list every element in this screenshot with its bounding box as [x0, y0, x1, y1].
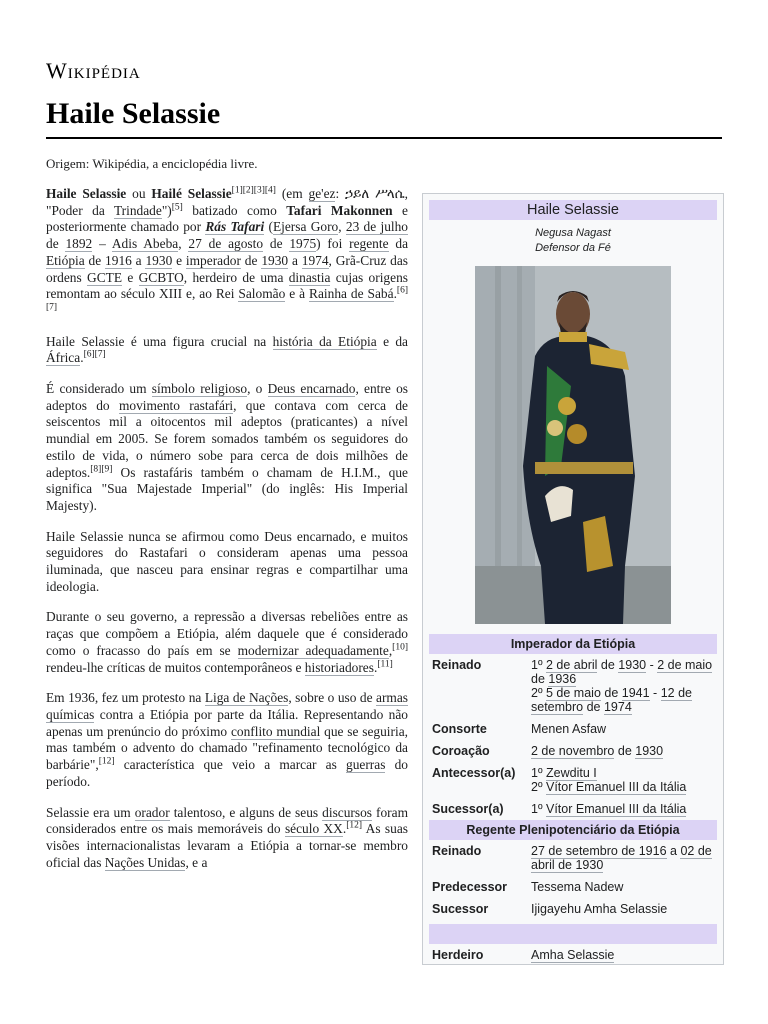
reference-link[interactable]: [1][2][3][4]	[231, 185, 276, 196]
link-date[interactable]: 5 de maio	[546, 686, 601, 700]
link-date[interactable]: 27 de setembro de 1916	[531, 844, 667, 858]
reference-link[interactable]: [12]	[98, 756, 115, 767]
link-league-of-nations[interactable]: Liga de Nações	[204, 690, 289, 706]
text: a	[131, 252, 146, 268]
link-ejersa-goro[interactable]: Ejersa Goro	[272, 219, 339, 235]
section-regent: Regente Plenipotenciário da Etiópia	[429, 820, 717, 840]
text: de	[614, 744, 636, 758]
text: 1º	[531, 802, 546, 816]
text: .	[80, 350, 84, 366]
row-value	[531, 948, 717, 962]
predecessor-line	[531, 766, 717, 780]
link-date[interactable]: 12 de setembro	[531, 686, 692, 714]
infobox	[422, 193, 724, 965]
text: foram considerados entre os mais memoráveis do	[46, 804, 409, 837]
text: de	[46, 236, 66, 252]
link-victor-emmanuel[interactable]: Vítor Emanuel III da Itália	[546, 780, 687, 794]
bold-name: Hailé Selassie	[151, 186, 232, 201]
row-label: Reinado	[432, 658, 482, 672]
medal	[547, 420, 563, 436]
paragraph-2	[46, 334, 408, 367]
text: ou	[126, 186, 152, 201]
row-predecessor	[429, 762, 717, 798]
text: Os rastafáris também o chamam de H.I.M., que significa "Sua Majestade Imperial" (do inglês: His Imperial Majesty).	[46, 464, 408, 513]
subtitle-line: Defensor da Fé	[535, 242, 611, 254]
text: ,	[178, 236, 189, 252]
link-geez[interactable]: ge'ez	[308, 186, 336, 201]
text: de	[600, 686, 622, 700]
text: do período.	[46, 757, 408, 789]
link-date[interactable]: 02 de abril de 1930	[531, 844, 712, 872]
row-label: Herdeiro	[432, 948, 484, 962]
row-label: Sucessor	[432, 902, 489, 916]
text: característica que veio a marcar as	[114, 757, 346, 773]
text: e à	[285, 286, 310, 302]
row-value	[531, 880, 717, 894]
link-speeches[interactable]: discursos	[322, 804, 372, 820]
text: (em	[275, 186, 309, 201]
text: cujas origens remontam ao século XIII e, ao Rei	[46, 269, 408, 302]
text: de	[597, 658, 619, 672]
row-value	[531, 802, 717, 816]
link-gcte[interactable]: GCTE	[87, 269, 122, 285]
infobox-subtitle	[423, 226, 723, 256]
link-religious-symbol[interactable]: símbolo religioso	[151, 381, 248, 397]
portrait-illustration	[475, 266, 671, 624]
text: , sobre o uso de	[288, 690, 377, 706]
text: 2º	[531, 780, 546, 794]
link-adis-abeba[interactable]: Adis Abeba	[111, 236, 179, 252]
link-world-conflict[interactable]: conflito mundial	[230, 723, 321, 739]
text: a	[288, 252, 302, 268]
link-regent[interactable]: regente	[349, 236, 389, 252]
row-label: Antecessor(a)	[432, 766, 516, 780]
reference-link[interactable]: [10]	[392, 642, 408, 653]
link-history-ethiopia[interactable]: história da Etiópia	[272, 333, 377, 349]
title-divider	[46, 137, 722, 139]
link-emperor[interactable]: imperador	[185, 252, 241, 268]
text: , herdeiro de uma	[183, 269, 289, 285]
link-chemical-weapons[interactable]: armas químicas	[46, 690, 409, 722]
portrait-photo[interactable]	[475, 266, 671, 624]
link-year[interactable]: 1930	[618, 658, 647, 672]
paragraph-6	[46, 690, 408, 790]
paragraph-3	[46, 381, 408, 515]
medal	[558, 397, 576, 415]
row-consort	[429, 718, 717, 740]
text: (	[264, 219, 273, 235]
reference-link[interactable]: [11]	[377, 659, 393, 670]
text: Haile Selassie é uma figura crucial na	[46, 333, 273, 349]
text: É considerado um	[46, 381, 152, 397]
row-predecessor-regent	[429, 876, 717, 898]
text: Haile Selassie nunca se afirmou como Deus encarnado, e muitos seguidores do Rastafari o consideram apenas uma pessoa iluminada, que nasceu para ensinar regras e compartilhar uma ideologia.	[46, 528, 408, 594]
link-united-nations[interactable]: Nações Unidas	[104, 854, 186, 870]
text: Em 1936, fez um protesto na	[46, 690, 205, 706]
paragraph-7	[46, 805, 408, 872]
text: , Grã-Cruz das ordens	[46, 252, 408, 285]
section-emperor: Imperador da Etiópia	[429, 634, 717, 654]
paragraph-4	[46, 529, 408, 596]
text: .	[342, 821, 347, 837]
section-empty	[429, 924, 717, 944]
link-historians[interactable]: historiadores	[304, 659, 374, 675]
text: de	[84, 252, 106, 268]
row-reign	[429, 654, 717, 718]
link-year[interactable]: 1930	[261, 252, 289, 268]
text: e posteriormente chamado por	[46, 202, 408, 235]
text: que se seguiria, mas também o advento do chamado "refinamento tecnológico da barbárie",	[46, 723, 408, 773]
row-label: Consorte	[432, 722, 487, 736]
link-victor-emmanuel[interactable]: Vítor Emanuel III da Itália	[546, 802, 687, 816]
link-year[interactable]: 1975	[289, 236, 317, 252]
link-year[interactable]: 1941	[621, 686, 650, 700]
link-year[interactable]: 1930	[145, 252, 173, 268]
text: .	[373, 659, 378, 675]
text: -	[646, 658, 658, 672]
text: Durante o seu governo, a repressão a diversas rebeliões entre as raças que compõem a Etiópia, além daquele que é considerado como o fracasso do país em se	[46, 609, 408, 658]
predecessor-line	[531, 780, 717, 794]
paragraph-5	[46, 609, 408, 676]
text: , que contava com cerca de seiscentos mil a oitocentos mil adeptos (praticantes) a nível mundial em 2005. Se forem somados também os seguidores do estilo de vida, o número sobe para cerca de dois milhões de adeptos.	[46, 397, 408, 480]
text: de	[531, 672, 549, 686]
medal	[567, 424, 587, 444]
link-date[interactable]: 2 de maio	[657, 658, 713, 672]
wikipedia-logo[interactable]: Wikipédia	[46, 58, 141, 83]
link-zewditu[interactable]: Zewditu I	[546, 766, 597, 780]
reference-link[interactable]: [5]	[171, 202, 183, 213]
text: de	[583, 700, 604, 714]
infobox-title: Haile Selassie	[429, 200, 717, 220]
reference-link[interactable]: [12]	[346, 820, 363, 831]
link-date[interactable]: 2 de novembro	[531, 744, 615, 758]
row-reign-regent	[429, 840, 717, 876]
text: Ijigayehu Amha Selassie	[531, 902, 668, 916]
row-successor	[429, 798, 717, 820]
text: Selassie era um	[46, 804, 135, 820]
belt	[535, 462, 633, 474]
link-year[interactable]: 1936	[548, 672, 577, 686]
text: Tessema Nadew	[531, 880, 624, 894]
link-ethiopia[interactable]: Etiópia	[46, 252, 85, 268]
text: e	[172, 252, 186, 268]
text: 1º	[531, 658, 546, 672]
row-value	[531, 658, 717, 714]
row-value	[531, 744, 717, 758]
row-value	[531, 844, 717, 872]
text: ,	[388, 642, 393, 658]
text: : ኃይለ ሥላሴ, "Poder da	[46, 186, 408, 218]
text: contra a Etiópia por parte da Itália. Representando não apenas um prenúncio do próximo	[46, 706, 408, 739]
link-africa[interactable]: África	[46, 350, 81, 366]
text: , o	[247, 381, 268, 397]
text: , e a	[185, 854, 208, 870]
text: e da	[376, 333, 408, 349]
row-successor-regent	[429, 898, 717, 920]
text: de	[263, 236, 290, 252]
link-date[interactable]: 27 de agosto	[188, 236, 264, 252]
text: ")	[161, 202, 172, 218]
text: .	[393, 286, 397, 302]
link-20th-century[interactable]: século XX	[284, 821, 343, 837]
link-amha-selassie[interactable]: Amha Selassie	[531, 948, 615, 962]
reign-line-1	[531, 658, 717, 686]
link-year[interactable]: 1974	[301, 252, 329, 268]
article-body	[46, 186, 408, 885]
row-label: Sucessor(a)	[432, 802, 504, 816]
text: de	[240, 252, 262, 268]
paragraph-1	[46, 186, 408, 320]
origin-note: Origem: Wikipédia, a enciclopédia livre.	[46, 156, 258, 171]
text: da	[388, 236, 409, 252]
link-solomon[interactable]: Salomão	[238, 286, 286, 302]
text: ) foi	[316, 236, 350, 252]
link-year[interactable]: 1930	[635, 744, 664, 758]
bold-name: Tafari Makonnen	[286, 202, 393, 218]
row-label: Predecessor	[432, 880, 508, 894]
text: As suas visões internacionalistas levaram a Etiópia a tornar-se membro oficial das	[46, 821, 408, 870]
reign-line-2	[531, 686, 717, 714]
text: -	[649, 686, 661, 700]
text: 1º	[531, 766, 546, 780]
row-label: Reinado	[432, 844, 482, 858]
bold-name: Haile Selassie	[46, 186, 127, 201]
link-year[interactable]: 1892	[65, 236, 93, 252]
row-value	[531, 766, 717, 794]
row-value	[531, 722, 717, 736]
row-value	[531, 902, 717, 916]
link-wars[interactable]: guerras	[346, 757, 386, 773]
text: 2º	[531, 686, 546, 700]
link-dynasty[interactable]: dinastia	[288, 269, 331, 285]
row-heir	[429, 944, 717, 965]
page-title: Haile Selassie	[46, 97, 221, 130]
link-modernize[interactable]: modernizar adequadamente	[237, 642, 389, 658]
link-ras-tafari[interactable]	[205, 219, 264, 235]
text: Menen Asfaw	[531, 722, 607, 736]
text: ,	[338, 219, 346, 235]
link-rastafari-movement[interactable]: movimento rastafári	[118, 397, 234, 413]
link-date[interactable]: 23 de julho	[345, 219, 408, 235]
subtitle-line: Negusa Nagast	[535, 227, 611, 239]
link-year[interactable]: 1974	[603, 700, 632, 714]
reference-link[interactable]: [6][7]	[46, 285, 408, 313]
text: Rás Tafari	[205, 219, 265, 235]
link-incarnate-god[interactable]: Deus encarnado	[267, 381, 356, 397]
text: batizado como	[182, 202, 287, 218]
reference-link[interactable]: [8][9]	[90, 464, 113, 475]
link-orator[interactable]: orador	[134, 804, 170, 820]
row-label: Coroação	[432, 744, 490, 758]
collar	[559, 332, 587, 342]
text: a	[666, 844, 681, 858]
link-date[interactable]: 2 de abril	[546, 658, 598, 672]
text: rendeu-lhe críticas de muitos contemporâneos e	[46, 659, 305, 675]
reference-link[interactable]: [6][7]	[83, 349, 106, 360]
link-trinity[interactable]: Trindade	[113, 202, 162, 218]
row-coronation	[429, 740, 717, 762]
link-year[interactable]: 1916	[105, 252, 132, 268]
link-gcbto[interactable]: GCBTO	[138, 269, 184, 285]
text: talentoso, e alguns de seus	[169, 804, 323, 820]
link-sheba[interactable]: Rainha de Sabá	[309, 286, 394, 302]
text: e	[122, 269, 139, 285]
text: –	[92, 236, 112, 252]
text: , entre os adeptos do	[46, 381, 408, 413]
